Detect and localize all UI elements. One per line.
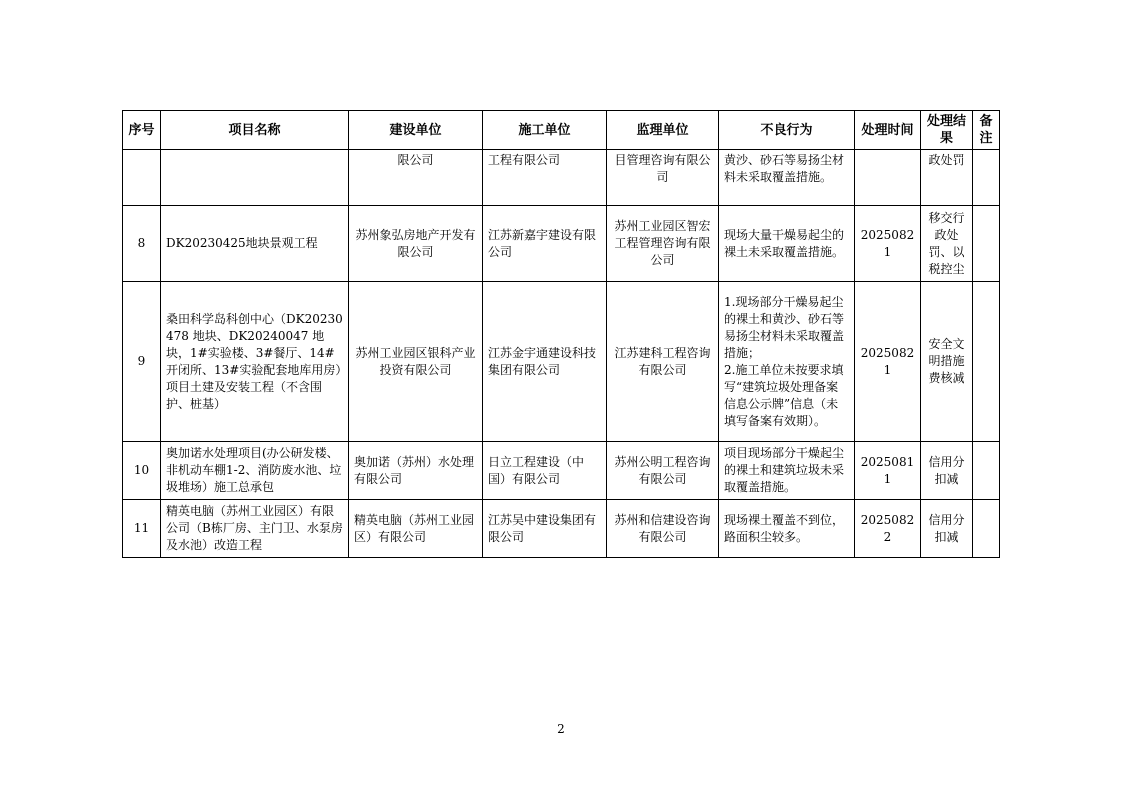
table-row — [123, 442, 1000, 500]
table-row — [123, 206, 1000, 282]
builder-unit: 精英电脑（苏州工业园区）有限公司 — [349, 500, 483, 558]
header-cell-remark: 备注 — [973, 111, 1000, 150]
remark — [973, 442, 1000, 500]
handling-result: 信用分扣减 — [921, 442, 973, 500]
bad-behavior: 黄沙、砂石等易扬尘材料未采取覆盖措施。 — [719, 150, 855, 206]
project-name — [161, 150, 349, 206]
contractor-unit: 日立工程建设（中国）有限公司 — [483, 442, 607, 500]
handling-date: 20250822 — [855, 500, 921, 558]
builder-unit: 苏州工业园区银科产业投资有限公司 — [349, 282, 483, 442]
contractor-unit: 工程有限公司 — [483, 150, 607, 206]
header-cell-builder: 建设单位 — [349, 111, 483, 150]
contractor-unit: 江苏金宇通建设科技集团有限公司 — [483, 282, 607, 442]
remark — [973, 282, 1000, 442]
page-number: 2 — [557, 722, 565, 736]
handling-result: 移交行政处罚、以税控尘 — [921, 206, 973, 282]
row-number — [123, 150, 161, 206]
header-cell-behavior: 不良行为 — [719, 111, 855, 150]
remark — [973, 150, 1000, 206]
penalty-table — [122, 110, 1000, 558]
handling-result: 政处罚 — [921, 150, 973, 206]
project-name: 奥加诺水处理项目(办公研发楼、非机动车棚1-2、消防废水池、垃圾堆场）施工总承包 — [161, 442, 349, 500]
row-number: 8 — [123, 206, 161, 282]
bad-behavior: 1.现场部分干燥易起尘的裸土和黄沙、砂石等易扬尘材料未采取覆盖措施； 2.施工单位未按要求填写“建筑垃圾处理备案信息公示牌”信息（未填写备案有效期）。 — [719, 282, 855, 442]
bad-behavior: 项目现场部分干燥起尘的裸土和建筑垃圾未采取覆盖措施。 — [719, 442, 855, 500]
contractor-unit: 江苏新嘉宇建设有限公司 — [483, 206, 607, 282]
supervisor-unit: 江苏建科工程咨询有限公司 — [607, 282, 719, 442]
supervisor-unit: 目管理咨询有限公司 — [607, 150, 719, 206]
header-cell-supervisor: 监理单位 — [607, 111, 719, 150]
handling-date: 20250811 — [855, 442, 921, 500]
builder-unit: 限公司 — [349, 150, 483, 206]
supervisor-unit: 苏州工业园区智宏工程管理咨询有限公司 — [607, 206, 719, 282]
remark — [973, 206, 1000, 282]
supervisor-unit: 苏州公明工程咨询有限公司 — [607, 442, 719, 500]
table-row — [123, 500, 1000, 558]
project-name: DK20230425地块景观工程 — [161, 206, 349, 282]
handling-result: 信用分扣减 — [921, 500, 973, 558]
supervisor-unit: 苏州和信建设咨询有限公司 — [607, 500, 719, 558]
header-cell-contractor: 施工单位 — [483, 111, 607, 150]
header-row — [123, 111, 1000, 150]
handling-date: 20250821 — [855, 282, 921, 442]
project-name: 精英电脑（苏州工业园区）有限公司（B栋厂房、主门卫、水泵房及水池）改造工程 — [161, 500, 349, 558]
table-row — [123, 282, 1000, 442]
header-cell-result: 处理结果 — [921, 111, 973, 150]
contractor-unit: 江苏吴中建设集团有限公司 — [483, 500, 607, 558]
header-cell-no: 序号 — [123, 111, 161, 150]
header-cell-project: 项目名称 — [161, 111, 349, 150]
handling-date — [855, 150, 921, 206]
header-cell-date: 处理时间 — [855, 111, 921, 150]
row-number: 10 — [123, 442, 161, 500]
builder-unit: 奥加诺（苏州）水处理有限公司 — [349, 442, 483, 500]
builder-unit: 苏州象弘房地产开发有限公司 — [349, 206, 483, 282]
handling-date: 20250821 — [855, 206, 921, 282]
table-row — [123, 150, 1000, 206]
project-name: 桑田科学岛科创中心（DK20230478 地块、DK20240047 地块，1#实验楼、3#餐厅、14#开闭所、13#实验配套地库用房）项目土建及安装工程（不含围护、桩基） — [161, 282, 349, 442]
row-number: 11 — [123, 500, 161, 558]
handling-result: 安全文明措施费核减 — [921, 282, 973, 442]
remark — [973, 500, 1000, 558]
bad-behavior: 现场大量干燥易起尘的裸土未采取覆盖措施。 — [719, 206, 855, 282]
row-number: 9 — [123, 282, 161, 442]
bad-behavior: 现场裸土覆盖不到位，路面积尘较多。 — [719, 500, 855, 558]
